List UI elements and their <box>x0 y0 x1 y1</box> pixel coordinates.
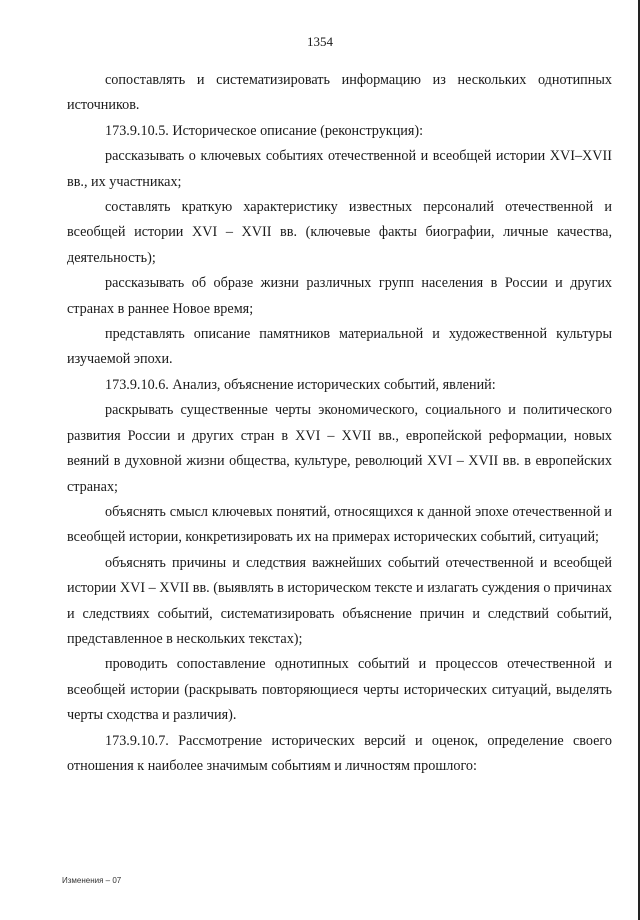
footer-revision-note: Изменения – 07 <box>62 876 122 885</box>
paragraph: сопоставлять и систематизировать информацию из нескольких однотипных источников. <box>67 72 612 114</box>
paragraph: представлять описание памятников материальной и художественной культуры изучаемой эпохи. <box>67 326 612 368</box>
paragraph: раскрывать существенные черты экономического, социального и политического развития России и других стран в XVI – XVII вв., европейской реформации, новых веяний в духовной жизни общества, культуре, революций XVI – XVII вв. в европейских странах; <box>67 402 612 495</box>
paragraph: рассказывать о ключевых событиях отечественной и всеобщей истории XVI–XVII вв., их участниках; <box>67 148 612 190</box>
section-heading: 173.9.10.7. Рассмотрение исторических версий и оценок, определение своего отношения к наиболее значимым событиям и личностям прошлого: <box>67 732 612 774</box>
paragraph: объяснять смысл ключевых понятий, относящихся к данной эпохе отечественной и всеобщей истории, конкретизировать их на примерах исторических событий, ситуаций; <box>67 503 612 546</box>
paragraph: составлять краткую характеристику известных персоналий отечественной и всеобщей истории XVI – XVII вв. (ключевые факты биографии, личные качества, деятельность); <box>67 199 612 266</box>
section-heading: 173.9.10.6. Анализ, объяснение исторических событий, явлений: <box>105 376 496 393</box>
paragraph: проводить сопоставление однотипных событий и процессов отечественной и всеобщей истории (раскрывать повторяющиеся черты исторических ситуаций, выделять черты сходства и различия). <box>67 656 612 724</box>
paragraph: объяснять причины и следствия важнейших событий отечественной и всеобщей истории XVI – XVII вв. (выявлять в историческом тексте и излагать суждения о причинах и следствиях событий, систематизировать объяснение причин и следствий событий, представленное в нескольких текстах); <box>67 554 612 647</box>
document-body <box>67 68 612 779</box>
section-heading: 173.9.10.5. Историческое описание (реконструкция): <box>105 122 424 139</box>
page-number: 1354 <box>307 34 333 49</box>
paragraph: рассказывать об образе жизни различных групп населения в России и других странах в раннее Новое время; <box>67 275 612 317</box>
